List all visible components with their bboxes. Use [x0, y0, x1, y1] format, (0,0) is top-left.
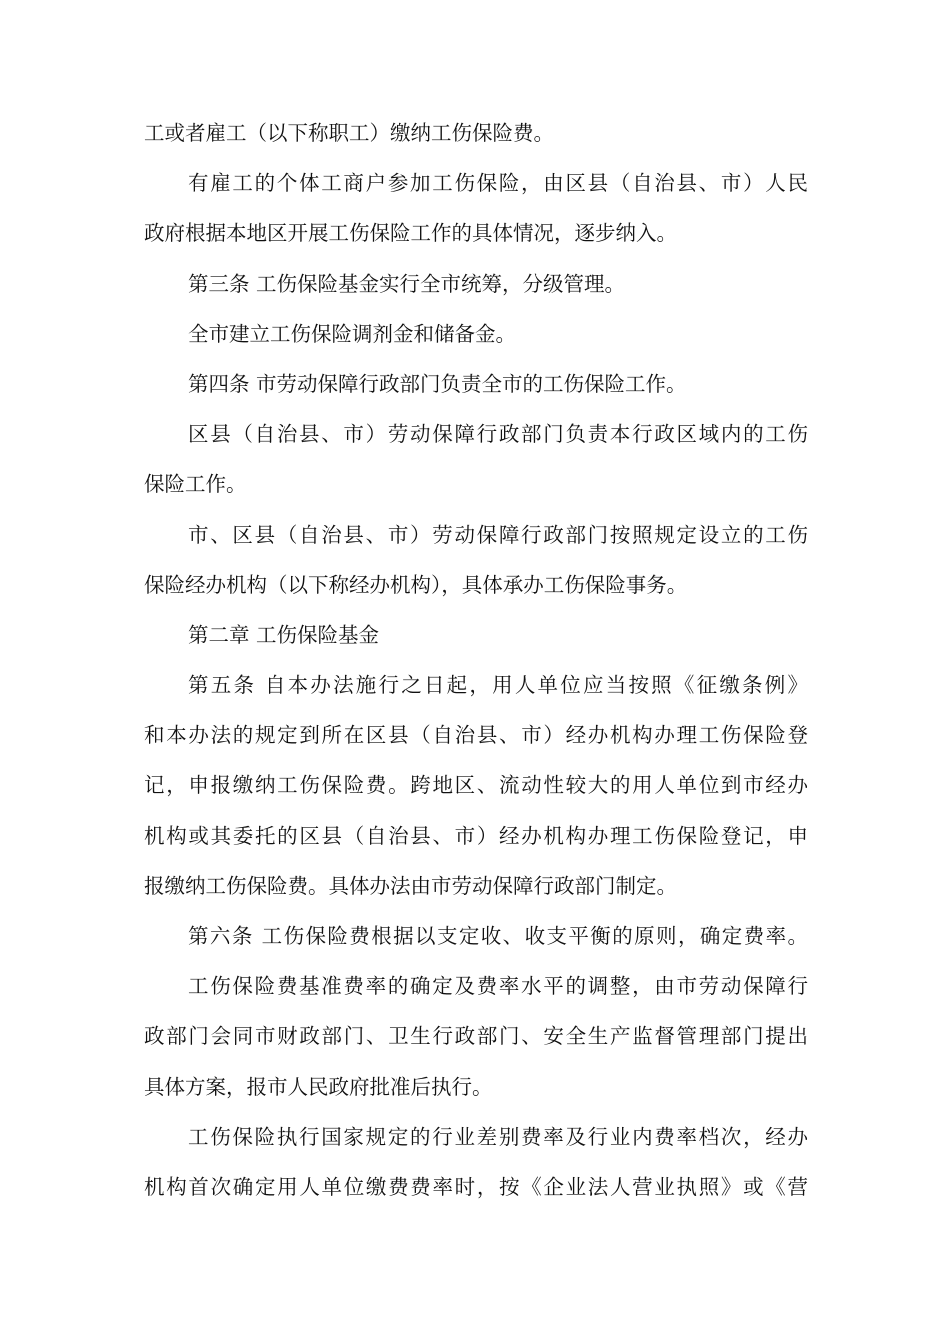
text-line: 保险工作。 [144, 472, 247, 497]
text-line: 保险经办机构（以下称经办机构），具体承办工伤保险事务。 [144, 572, 688, 597]
text-line: 工伤保险执行国家规定的行业差别费率及行业内费率档次，经办 [188, 1124, 808, 1149]
article-heading-line: 第三条 工伤保险基金实行全市统筹，分级管理。 [188, 271, 626, 296]
text-line: 有雇工的个体工商户参加工伤保险，由区县（自治县、市）人民 [188, 171, 808, 196]
article-heading-line: 第六条 工伤保险费根据以支定收、收支平衡的原则，确定费率。 [188, 924, 808, 948]
text-line: 具体方案，报市人民政府批准后执行。 [144, 1074, 493, 1099]
chapter-heading-line: 第二章 工伤保险基金 [188, 622, 380, 647]
text-line: 工或者雇工（以下称职工）缴纳工伤保险费。 [144, 121, 554, 145]
text-line: 区县（自治县、市）劳动保障行政部门负责本行政区域内的工伤 [188, 422, 808, 447]
text-line: 市、区县（自治县、市）劳动保障行政部门按照规定设立的工伤 [188, 522, 808, 547]
text-line: 记，申报缴纳工伤保险费。跨地区、流动性较大的用人单位到市经办 [144, 773, 808, 798]
text-line: 机构或其委托的区县（自治县、市）经办机构办理工伤保险登记，申 [144, 823, 808, 848]
text-line: 全市建立工伤保险调剂金和储备金。 [188, 321, 516, 346]
text-line: 和本办法的规定到所在区县（自治县、市）经办机构办理工伤保险登 [144, 723, 808, 748]
text-line: 报缴纳工伤保险费。具体办法由市劳动保障行政部门制定。 [144, 873, 677, 898]
article-heading-line: 第四条 市劳动保障行政部门负责全市的工伤保险工作。 [188, 371, 687, 396]
article-heading-line: 第五条 自本办法施行之日起，用人单位应当按照《征缴条例》 [188, 673, 808, 698]
text-line: 政府根据本地区开展工伤保险工作的具体情况，逐步纳入。 [144, 221, 677, 246]
text-line: 政部门会同市财政部门、卫生行政部门、安全生产监督管理部门提出 [144, 1024, 808, 1049]
document-body [144, 108, 808, 1212]
text-line: 机构首次确定用人单位缴费费率时，按《企业法人营业执照》或《营 [144, 1174, 808, 1199]
text-line: 工伤保险费基准费率的确定及费率水平的调整，由市劳动保障行 [188, 974, 808, 999]
